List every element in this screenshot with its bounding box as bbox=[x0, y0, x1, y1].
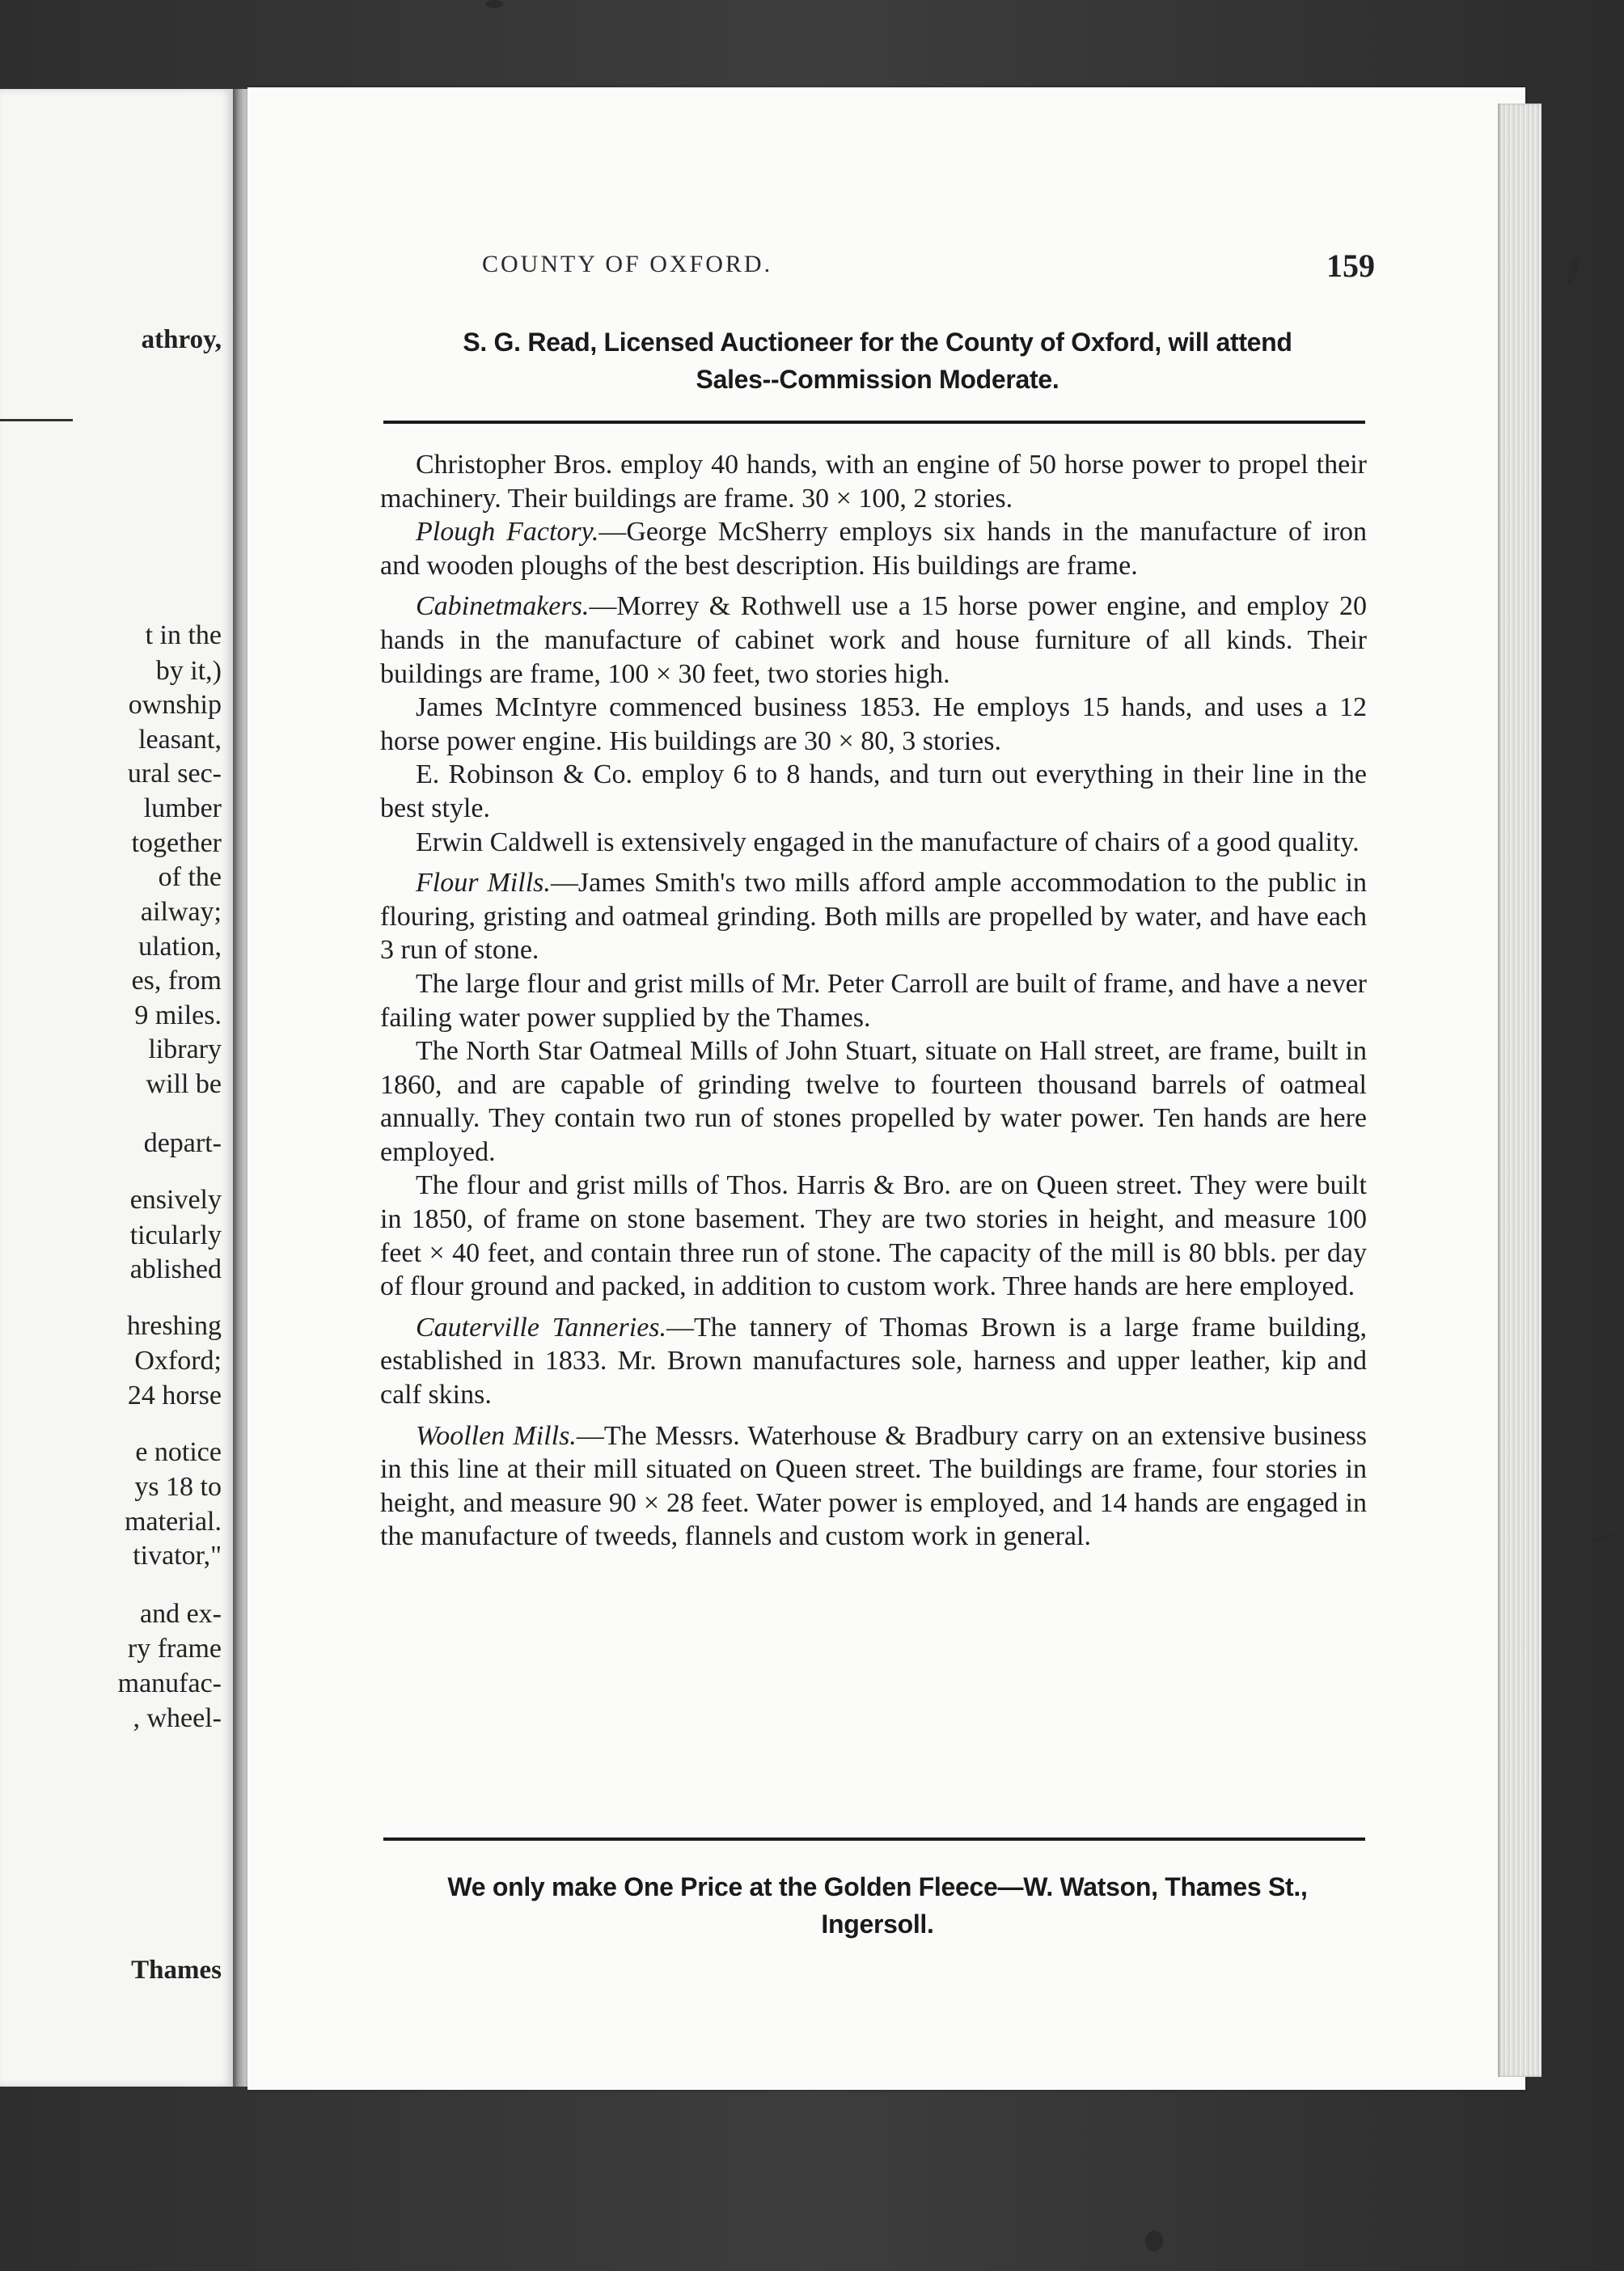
page-stack-edge bbox=[1498, 104, 1542, 2077]
left-page-line: athroy, bbox=[141, 325, 222, 354]
paragraph-lead: Woollen Mills. bbox=[416, 1420, 577, 1451]
left-page-line: t in the bbox=[145, 620, 222, 650]
paragraph-lead: Cabinetmakers. bbox=[416, 591, 590, 622]
left-page-line: material. bbox=[125, 1507, 222, 1537]
left-page-line: ys 18 to bbox=[134, 1472, 222, 1502]
left-page-line: 9 miles. bbox=[134, 1000, 222, 1030]
paragraph bbox=[380, 448, 1367, 515]
scan-speck bbox=[485, 0, 503, 8]
top-advertisement bbox=[380, 324, 1375, 398]
left-page-line: will be bbox=[146, 1069, 222, 1099]
paragraph-text: —James Smith's two mills afford ample accommodation to the public in flouring, gristing and oatmeal grinding. Both mills are propelled by water, and have each 3 run of stone. bbox=[380, 868, 1367, 966]
paragraph-text: E. Robinson & Co. employ 6 to 8 hands, and turn out everything in their line in the best style. bbox=[380, 759, 1367, 823]
paragraph bbox=[380, 590, 1367, 691]
left-page-line: Oxford; bbox=[134, 1346, 222, 1376]
bottom-ad-line: We only make One Price at the Golden Fleece—W. Watson, Thames St., bbox=[447, 1872, 1308, 1901]
left-page-line: leasant, bbox=[138, 725, 222, 755]
paragraph-text: The flour and grist mills of Thos. Harris & Bro. are on Queen street. They were built in 1850, of frame on stone basement. They are two stories in height, and measure 100 feet × 40 feet, and contain three run of stone. The capacity of the mill is 80 bbls. per day of flour ground and packed, in addition to custom work. Three hands are here employed. bbox=[380, 1170, 1367, 1302]
paragraph bbox=[380, 515, 1367, 582]
paragraph-lead: Cauterville Tanneries. bbox=[416, 1312, 667, 1343]
left-page-line: manufac- bbox=[117, 1668, 222, 1698]
paragraph-text: —The tannery of Thomas Brown is a large frame building, established in 1833. Mr. Brown manufactures sole, harness and upper leather, kip and calf skins. bbox=[380, 1312, 1367, 1410]
book-gutter bbox=[233, 89, 247, 2087]
paragraph-text: The North Star Oatmeal Mills of John Stuart, situate on Hall street, are frame, built in 1860, and are capable of grinding twelve to fourteen thousand barrels of oatmeal annually. They contain two run of stones propelled by water power. Ten hands are here employed. bbox=[380, 1036, 1367, 1167]
left-page-line: hreshing bbox=[126, 1311, 222, 1341]
left-page-line: ablished bbox=[129, 1254, 222, 1284]
top-ad-line: S. G. Read, Licensed Auctioneer for the County of Oxford, will attend bbox=[463, 328, 1292, 357]
left-page-line: ural sec- bbox=[127, 759, 222, 789]
left-page-line: lumber bbox=[143, 793, 222, 823]
left-page-line: e notice bbox=[135, 1437, 222, 1467]
left-page-line: library bbox=[148, 1034, 222, 1064]
paragraph bbox=[380, 691, 1367, 758]
page-number: 159 bbox=[1326, 247, 1375, 284]
top-rule bbox=[383, 421, 1365, 424]
bottom-ad-line: Ingersoll. bbox=[821, 1909, 934, 1939]
paragraph bbox=[380, 1311, 1367, 1412]
paragraph-text: Christopher Bros. employ 40 hands, with an engine of 50 horse power to propel their machinery. Their buildings are frame. 30 × 100, 2 stories. bbox=[380, 450, 1367, 514]
paragraph-text: Erwin Caldwell is extensively engaged in the manufacture of chairs of a good quality. bbox=[416, 827, 1360, 857]
paragraph-lead: Flour Mills. bbox=[416, 868, 551, 899]
left-page-line: tivator," bbox=[133, 1541, 222, 1571]
left-page-line: of the bbox=[158, 862, 222, 892]
paragraph bbox=[380, 967, 1367, 1034]
paragraph-text: James McIntyre commenced business 1853. He employs 15 hands, and uses a 12 horse power engine. His buildings are 30 × 80, 3 stories. bbox=[380, 692, 1367, 756]
paragraph bbox=[380, 1169, 1367, 1303]
bottom-rule bbox=[383, 1838, 1365, 1841]
left-page-line: depart- bbox=[143, 1128, 222, 1158]
article-body bbox=[380, 448, 1367, 1554]
left-page-line: es, from bbox=[131, 966, 222, 996]
paragraph-text: —The Messrs. Waterhouse & Bradbury carry on an extensive business in this line at their mill situated on Queen street. The buildings are frame, four stories in height, and measure 90 × 28 feet. Water power is employed, and 14 hands are engaged in the manufacture of tweeds, flannels and custom work in general. bbox=[380, 1420, 1367, 1552]
left-page-line: ensively bbox=[129, 1185, 222, 1215]
top-ad-line: Sales--Commission Moderate. bbox=[696, 365, 1059, 394]
paragraph-lead: Plough Factory. bbox=[416, 517, 599, 548]
paragraph bbox=[380, 758, 1367, 825]
left-page-line: ticularly bbox=[129, 1220, 222, 1250]
paragraph bbox=[380, 1034, 1367, 1169]
left-page-line: ownship bbox=[128, 690, 222, 720]
left-page-line: ulation, bbox=[138, 932, 222, 962]
left-page-line: ry frame bbox=[127, 1634, 222, 1664]
left-page-line: ailway; bbox=[140, 897, 222, 927]
running-head: COUNTY OF OXFORD. bbox=[482, 251, 773, 277]
left-page-line: together bbox=[131, 828, 222, 858]
bottom-advertisement bbox=[380, 1868, 1375, 1943]
left-page-line: Thames bbox=[131, 1956, 222, 1985]
paragraph bbox=[380, 866, 1367, 967]
left-page-rule bbox=[0, 419, 73, 421]
paragraph-text: —Morrey & Rothwell use a 15 horse power engine, and employ 20 hands in the manufacture of cabinet work and house furniture of all kinds. Their buildings are frame, 100 × 30 feet, two stories high. bbox=[380, 591, 1367, 689]
scan-speck bbox=[1145, 2231, 1163, 2252]
paragraph bbox=[380, 826, 1367, 860]
left-page-line: by it,) bbox=[155, 656, 222, 686]
paragraph-text: —George McSherry employs six hands in the manufacture of iron and wooden ploughs of the best description. His buildings are frame. bbox=[380, 517, 1367, 581]
left-page-line: 24 horse bbox=[127, 1381, 222, 1410]
paragraph bbox=[380, 1419, 1367, 1554]
left-page-line: , wheel- bbox=[133, 1703, 222, 1733]
left-facing-page bbox=[0, 89, 233, 2087]
paragraph-text: The large flour and grist mills of Mr. Peter Carroll are built of frame, and have a never failing water power supplied by the Thames. bbox=[380, 968, 1367, 1033]
left-page-line: and ex- bbox=[139, 1599, 222, 1629]
